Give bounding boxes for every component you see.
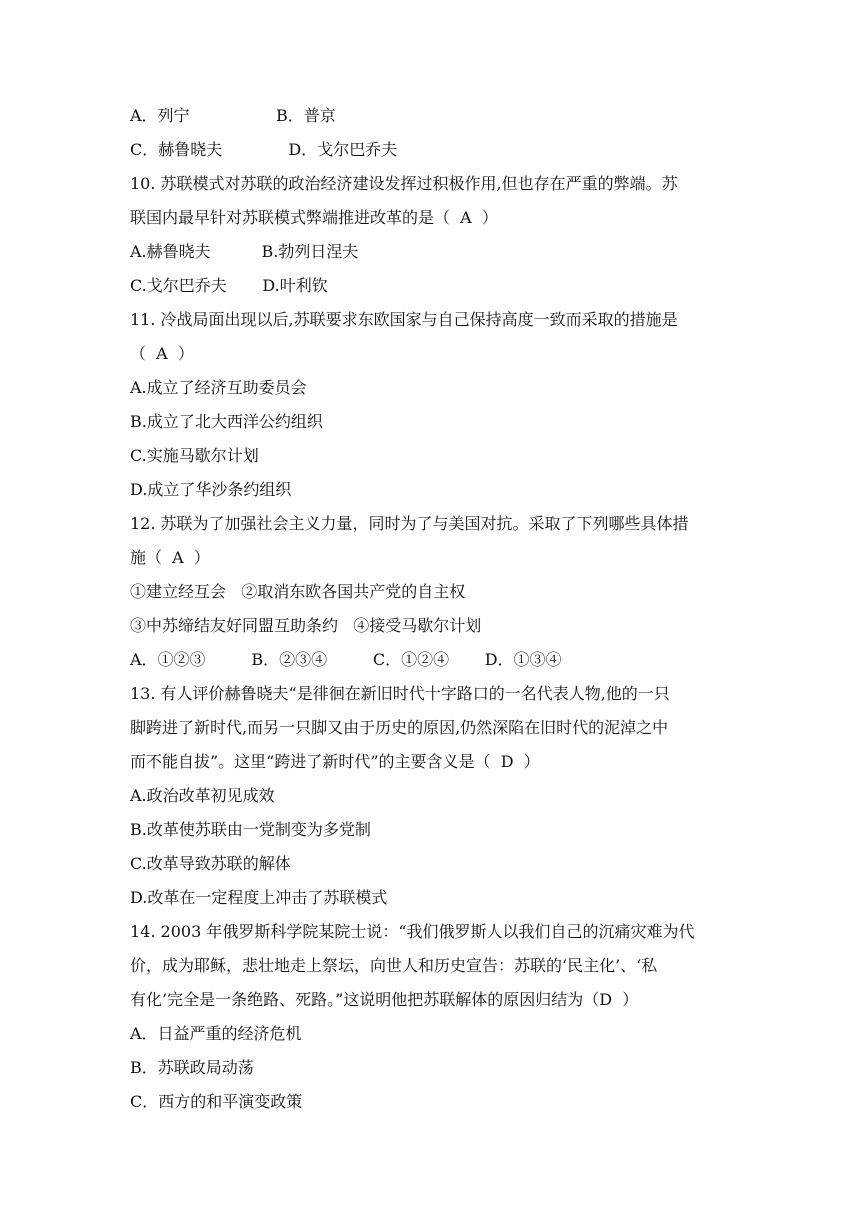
q10-options-row1: A.赫鲁晓夫 B.勃列日涅夫 xyxy=(130,242,359,261)
q11-option-b: B.成立了北大西洋公约组织 xyxy=(130,412,323,431)
q10-stem-line1: 10. 苏联模式对苏联的政治经济建设发挥过积极作用,但也存在严重的弊端。苏 xyxy=(130,174,678,193)
q14-option-c: C．西方的和平演变政策 xyxy=(130,1092,303,1111)
q13-option-d: D.改革在一定程度上冲击了苏联模式 xyxy=(130,888,388,907)
q13-option-b: B.改革使苏联由一党制变为多党制 xyxy=(130,820,371,839)
q12-stem-line1: 12. 苏联为了加强社会主义力量，同时为了与美国对抗。采取了下列哪些具体措 xyxy=(130,514,689,533)
q12-stem-line2: 施（ A ） xyxy=(130,548,210,567)
q14-stem-line2: 价，成为耶稣，悲壮地走上祭坛，向世人和历史宣告：苏联的‘民主化’、‘私 xyxy=(130,956,658,975)
q11-option-d: D.成立了华沙条约组织 xyxy=(130,480,292,499)
q9-options-row1: A．列宁 B．普京 xyxy=(130,106,336,125)
q13-stem-line1: 13. 有人评价赫鲁晓夫“是徘徊在新旧时代十字路口的一名代表人物,他的一只 xyxy=(130,684,670,703)
q13-stem-line3: 而不能自拔”。这里“跨进了新时代”的主要含义是（ D ） xyxy=(130,752,540,771)
q12-options: A．①②③ B．②③④ C．①②④ D．①③④ xyxy=(130,650,562,669)
q13-option-c: C.改革导致苏联的解体 xyxy=(130,854,291,873)
q11-stem-line1: 11. 冷战局面出现以后,苏联要求东欧国家与自己保持高度一致而采取的措施是 xyxy=(130,310,678,329)
q13-stem-line2: 脚跨进了新时代,而另一只脚又由于历史的原因,仍然深陷在旧时代的泥淖之中 xyxy=(130,718,669,737)
q11-stem-line2: （ A ） xyxy=(130,344,194,363)
q9-options-row2: C．赫鲁晓夫 D．戈尔巴乔夫 xyxy=(130,140,398,159)
q10-stem-line2: 联国内最早针对苏联模式弊端推进改革的是（ A ） xyxy=(130,208,498,227)
q13-option-a: A.政治改革初见成效 xyxy=(130,786,275,805)
q14-stem-line3: 有化’完全是一条绝路、死路。”这说明他把苏联解体的原因归结为（D ） xyxy=(130,990,639,1009)
q11-option-a: A.成立了经济互助委员会 xyxy=(130,378,307,397)
q10-options-row2: C.戈尔巴乔夫 D.叶利钦 xyxy=(130,276,328,295)
q14-option-a: A．日益严重的经济危机 xyxy=(130,1024,302,1043)
q11-option-c: C.实施马歇尔计划 xyxy=(130,446,259,465)
q12-items-row2: ③中苏缔结友好同盟互助条约 ④接受马歇尔计划 xyxy=(130,616,482,635)
q14-stem-line1: 14. 2003 年俄罗斯科学院某院士说：“我们俄罗斯人以我们自己的沉痛灾难为代 xyxy=(130,922,695,941)
q12-items-row1: ①建立经互会 ②取消东欧各国共产党的自主权 xyxy=(130,582,466,601)
q14-option-b: B．苏联政局动荡 xyxy=(130,1058,254,1077)
